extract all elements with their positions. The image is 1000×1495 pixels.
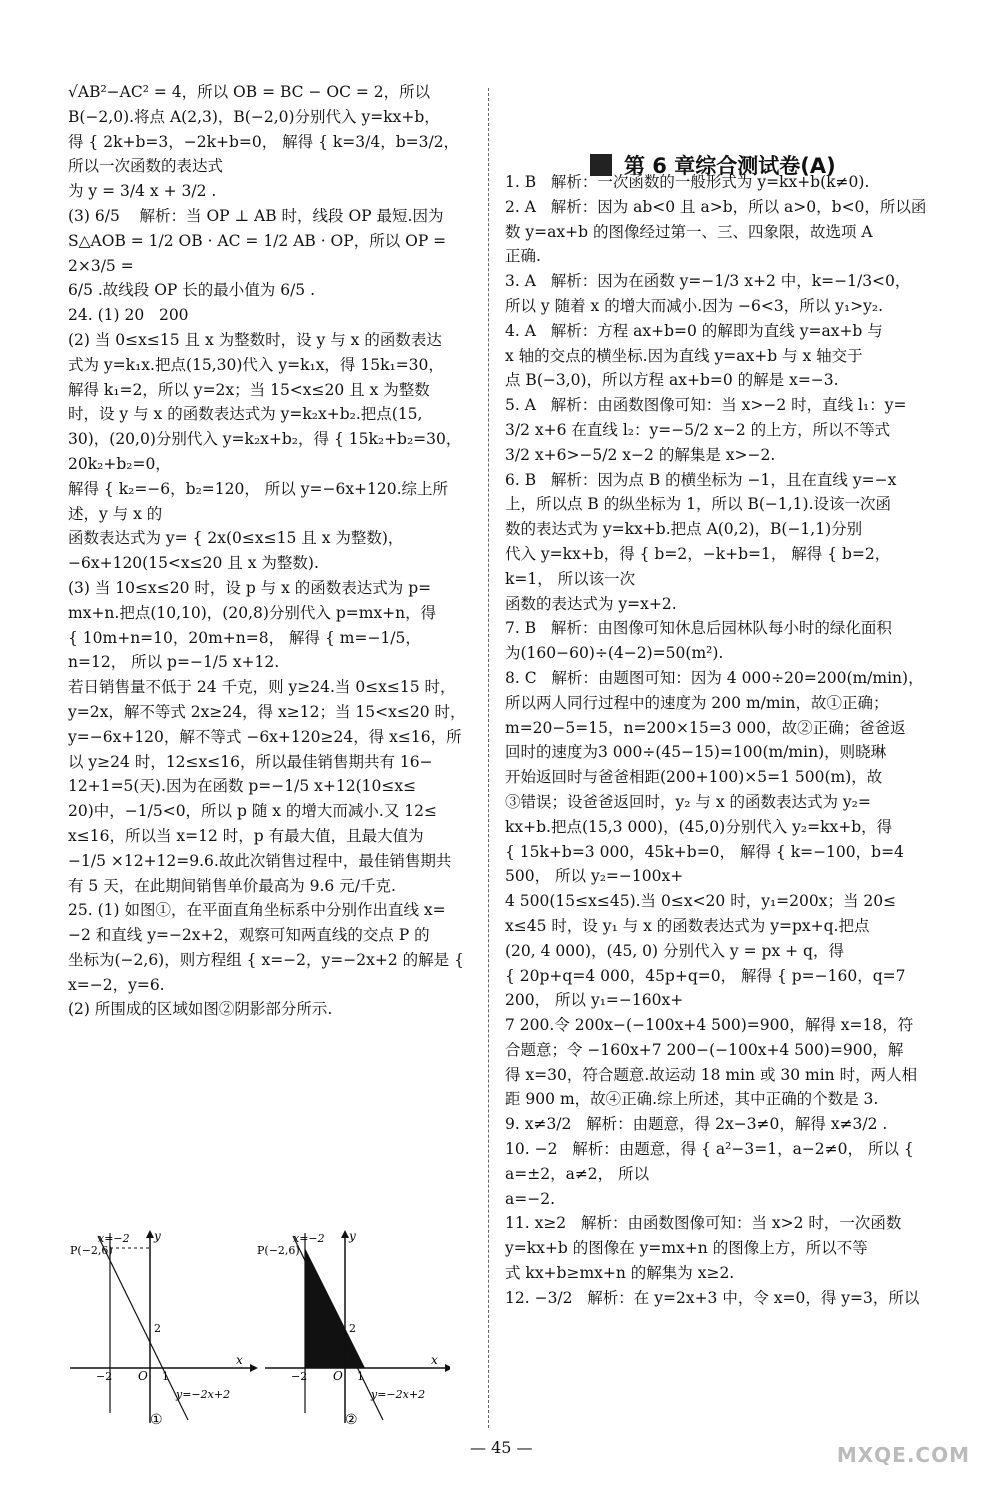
right-text-line: (20, 4 000)，(45, 0) 分别代入 y = px + q，得 bbox=[505, 941, 844, 960]
left-text-line: 25. (1) 如图①，在平面直角坐标系中分别作出直线 x= bbox=[68, 901, 446, 920]
right-text-line: 正确. bbox=[505, 247, 541, 266]
fig1-x-line-label: x=−2 bbox=[98, 1232, 130, 1245]
right-text-line: 2. A 解析：因为 ab<0 且 a>b，所以 a>0，b<0，所以函 bbox=[505, 197, 927, 216]
left-text-line: 时，设 y 与 x 的函数表达式为 y=k₂x+b₂.把点(15, bbox=[68, 405, 423, 424]
right-text-line: 5. A 解析：由函数图像可知：当 x>−2 时，直线 l₁：y= bbox=[505, 396, 907, 415]
right-text-line: 4. A 解析：方程 ax+b=0 的解即为直线 y=ax+b 与 bbox=[505, 321, 883, 340]
left-text-line: (3) 当 10≤x≤20 时，设 p 与 x 的函数表达式为 p= bbox=[68, 578, 432, 597]
left-text-line: (2) 当 0≤x≤15 且 x 为整数时，设 y 与 x 的函数表达 bbox=[68, 330, 442, 349]
right-text-line: 8. C 解析：由题图可知：因为 4 000÷20=200(m/min)， bbox=[505, 668, 924, 687]
right-text-line: x≤45 时，设 y₁ 与 x 的函数表达式为 y=px+q.把点 bbox=[505, 916, 870, 935]
right-text-line: 6. B 解析：因为点 B 的横坐标为 −1，且在直线 y=−x bbox=[505, 470, 897, 489]
page-number: — 45 — bbox=[470, 1438, 533, 1457]
fig1-y-axis-label: y bbox=[154, 1229, 161, 1243]
graph-figures bbox=[70, 1228, 450, 1428]
right-text-line: 12. −3/2 解析：在 y=2x+3 中，令 x=0，得 y=3，所以 bbox=[505, 1288, 920, 1307]
right-text-line: y=kx+b 的图像在 y=mx+n 的图像上方，所以不等 bbox=[505, 1239, 868, 1258]
right-column bbox=[505, 170, 930, 1311]
right-text-line: { 20p+q=4 000，45p+q=0， 解得 { p=−160，q=7 200， 所以 y₁=−160x+ bbox=[505, 966, 911, 1010]
left-text-line: √AB²−AC² = 4，所以 OB = BC − OC = 2，所以 bbox=[68, 83, 431, 101]
left-text-line: 若日销售量不低于 24 千克，则 y≥24.当 0≤x≤15 时， bbox=[68, 678, 456, 697]
section-title: 第 6 章综合测试卷(A) bbox=[624, 154, 836, 178]
right-text-line: 9. x≠3/2 解析：由题意，得 2x−3≠0，解得 x≠3/2 . bbox=[505, 1115, 888, 1134]
right-text-line: a=−2. bbox=[505, 1189, 556, 1208]
right-text-line: kx+b.把点(15,3 000)，(45,0)分别代入 y₂=kx+b，得 bbox=[505, 817, 893, 836]
left-text-line: 解得 { k₂=−6，b₂=120， 所以 y=−6x+120.综上所述，y 与 x 的 bbox=[68, 479, 449, 523]
right-text-line: 合题意；令 −160x+7 200−(−100x+4 500)=900，解 bbox=[505, 1040, 904, 1059]
left-text-line: 坐标为(−2,6)，则方程组 { x=−2，y=−2x+2 的解是 { x=−2，y=6. bbox=[68, 950, 469, 994]
figure-1 bbox=[70, 1229, 258, 1428]
right-text-line: { 15k+b=3 000，45k+b=0， 解得 { k=−100，b=4 500， 所以 y₂=−100x+ bbox=[505, 842, 909, 886]
right-text-line: 4 500(15≤x≤45).当 0≤x<20 时，y₁=200x；当 20≤ bbox=[505, 892, 897, 911]
right-text-line: 上，所以点 B 的纵坐标为 1，所以 B(−1,1).设该一次函 bbox=[505, 495, 892, 514]
left-column bbox=[68, 80, 473, 1022]
fig2-tick-neg2: −2 bbox=[291, 1370, 308, 1383]
left-text-line: y=2x，解不等式 2x≥24，得 x≥12；当 15<x≤20 时， bbox=[68, 702, 466, 721]
right-text-line: x 轴的交点的横坐标.因为直线 y=ax+b 与 x 轴交于 bbox=[505, 346, 863, 365]
left-text-line: 得 { 2k+b=3，−2k+b=0， 解得 { k=3/4，b=3/2， 所以一次函数的表达式 bbox=[68, 132, 464, 176]
fig1-x-axis-label: x bbox=[236, 1353, 243, 1367]
left-text-line: 解得 k₁=2，所以 y=2x；当 15<x≤20 且 x 为整数 bbox=[68, 380, 430, 399]
right-text-line: 所以 y 随着 x 的增大而减小.因为 −6<3，所以 y₁>y₂. bbox=[505, 296, 884, 315]
left-text-line: 以 y≥24 时，12≤x≤16，所以最佳销售期共有 16− bbox=[68, 752, 433, 771]
right-text-line: 开始返回时与爸爸相距(200+100)×5=1 500(m)，故 bbox=[505, 768, 883, 787]
fig2-tick-1: 1 bbox=[357, 1370, 364, 1383]
left-text-line: B(−2,0).将点 A(2,3)，B(−2,0)分别代入 y=kx+b， bbox=[68, 107, 440, 126]
right-text-line: 3/2 x+6 在直线 l₂：y=−5/2 x−2 的上方，所以不等式 bbox=[505, 420, 891, 439]
left-text-line: 有 5 天，在此期间销售单价最高为 9.6 元/千克. bbox=[68, 876, 396, 895]
fig2-point-label: P(−2,6) bbox=[257, 1244, 300, 1257]
left-text-line: { 10m+n=10，20m+n=8， 解得 { m=−1/5，n=12， 所以 p=−1/5 x+12. bbox=[68, 628, 421, 672]
right-text-line: 函数的表达式为 y=x+2. bbox=[505, 594, 677, 613]
fig1-tick-2: 2 bbox=[154, 1322, 161, 1335]
left-text-line: S△AOB = 1/2 OB · AC = 1/2 AB · OP，所以 OP = 2×3/5 = bbox=[68, 231, 452, 275]
left-text-line: y=−6x+120，解不等式 −6x+120≥24，得 x≤16，所 bbox=[68, 727, 462, 746]
left-text-line: 24. (1) 20 200 bbox=[68, 306, 189, 325]
figure-2 bbox=[257, 1229, 450, 1428]
right-text-line: 7 200.令 200x−(−100x+4 500)=900，解得 x=18，符 bbox=[505, 1016, 914, 1035]
left-text-line: (2) 所围成的区域如图②阴影部分所示. bbox=[68, 1000, 333, 1019]
fig1-point-label: P(−2,6) bbox=[70, 1244, 113, 1257]
fig1-tick-1: 1 bbox=[162, 1370, 169, 1383]
left-text-line: 12+1=5(天).因为在函数 p=−1/5 x+12(10≤x≤ bbox=[68, 777, 417, 796]
fig2-origin: O bbox=[333, 1369, 343, 1383]
left-text-line: mx+n.把点(10,10)，(20,8)分别代入 p=mx+n，得 bbox=[68, 603, 437, 622]
right-text-line: 3. A 解析：因为在函数 y=−1/3 x+2 中，k=−1/3<0， bbox=[505, 272, 911, 291]
left-text-line: −1/5 ×12+12=9.6.故此次销售过程中，最佳销售期共 bbox=[68, 851, 452, 870]
fig2-caption: ② bbox=[345, 1412, 358, 1428]
fig1-line-label: y=−2x+2 bbox=[176, 1388, 231, 1401]
watermark: MXQE.COM bbox=[836, 1443, 970, 1467]
fig2-tick-2: 2 bbox=[349, 1322, 356, 1335]
right-text-line: 1. B 解析：一次函数的一般形式为 y=kx+b(k≠0). bbox=[505, 173, 870, 191]
right-text-line: 7. B 解析：由图像可知休息后园林队每小时的绿化面积 bbox=[505, 619, 892, 638]
fig2-x-line-label: x=−2 bbox=[293, 1232, 325, 1245]
fig1-tick-neg2: −2 bbox=[96, 1370, 113, 1383]
fig1-origin: O bbox=[138, 1369, 148, 1383]
left-text-line: x≤16，所以当 x=12 时，p 有最大值，且最大值为 bbox=[68, 826, 424, 845]
fig2-x-axis-label: x bbox=[431, 1353, 438, 1367]
right-text-line: 为(160−60)÷(4−2)=50(m²). bbox=[505, 644, 724, 663]
left-text-line: 6/5 .故线段 OP 长的最小值为 6/5 . bbox=[68, 281, 316, 300]
right-text-line: 回时的速度为3 000÷(45−15)=100(m/min)，则晓琳 bbox=[505, 743, 887, 762]
left-text-line: −2 和直线 y=−2x+2，观察可知两直线的交点 P 的 bbox=[68, 926, 430, 945]
right-text-line: 11. x≥2 解析：由函数图像可知：当 x>2 时，一次函数 bbox=[505, 1214, 902, 1233]
left-text-line: 20)中，−1/5<0，所以 p 随 x 的增大而减小.又 12≤ bbox=[68, 802, 437, 821]
left-text-line: (3) 6/5 解析：当 OP ⊥ AB 时，线段 OP 最短.因为 bbox=[68, 206, 444, 225]
right-text-line: 点 B(−3,0)，所以方程 ax+b=0 的解是 x=−3. bbox=[505, 371, 839, 390]
right-text-line: 3/2 x+6>−5/2 x−2 的解集是 x>−2. bbox=[505, 445, 776, 464]
left-text-line: 式为 y=k₁x.把点(15,30)代入 y=k₁x，得 15k₁=30， bbox=[68, 355, 444, 374]
left-text-line: 函数表达式为 y= { 2x(0≤x≤15 且 x 为整数)，−6x+120(15<x≤20 且 x 为整数). bbox=[68, 529, 404, 573]
right-text-line: 距 900 m，故④正确.综上所述，其中正确的个数是 3. bbox=[505, 1090, 879, 1109]
left-text-line: 为 y = 3/4 x + 3/2 . bbox=[68, 182, 217, 201]
left-text-line: 30)，(20,0)分别代入 y=k₂x+b₂，得 { 15k₂+b₂=30，20k₂+b₂=0， bbox=[68, 430, 462, 473]
right-text-line: 得 x=30，符合题意.故运动 18 min 或 30 min 时，两人相 bbox=[505, 1065, 918, 1084]
right-text-line: 数 y=ax+b 的图像经过第一、三、四象限，故选项 A bbox=[505, 222, 873, 241]
fig2-line-label: y=−2x+2 bbox=[371, 1388, 426, 1401]
right-text-line: 数的表达式为 y=kx+b.把点 A(0,2)，B(−1,1)分别 bbox=[505, 520, 863, 539]
column-divider bbox=[488, 88, 489, 1428]
right-text-line: ③错误；设爸爸返回时，y₂ 与 x 的函数表达式为 y₂= bbox=[505, 792, 871, 811]
fig1-caption: ① bbox=[150, 1412, 163, 1428]
right-text-line: 10. −2 解析：由题意，得 { a²−3=1，a−2≠0， 所以 { a=±2，a≠2， 所以 bbox=[505, 1140, 919, 1183]
right-text-line: 式 kx+b≥mx+n 的解集为 x≥2. bbox=[505, 1264, 735, 1283]
right-text-line: 所以两人同行过程中的速度为 200 m/min，故①正确； bbox=[505, 693, 889, 712]
right-text-line: 代入 y=kx+b，得 { b=2，−k+b=1， 解得 { b=2，k=1， 所以该一次 bbox=[505, 544, 891, 588]
fig2-y-axis-label: y bbox=[349, 1229, 356, 1243]
right-text-line: m=20−5=15，n=200×15=3 000，故②正确；爸爸返 bbox=[505, 718, 906, 737]
